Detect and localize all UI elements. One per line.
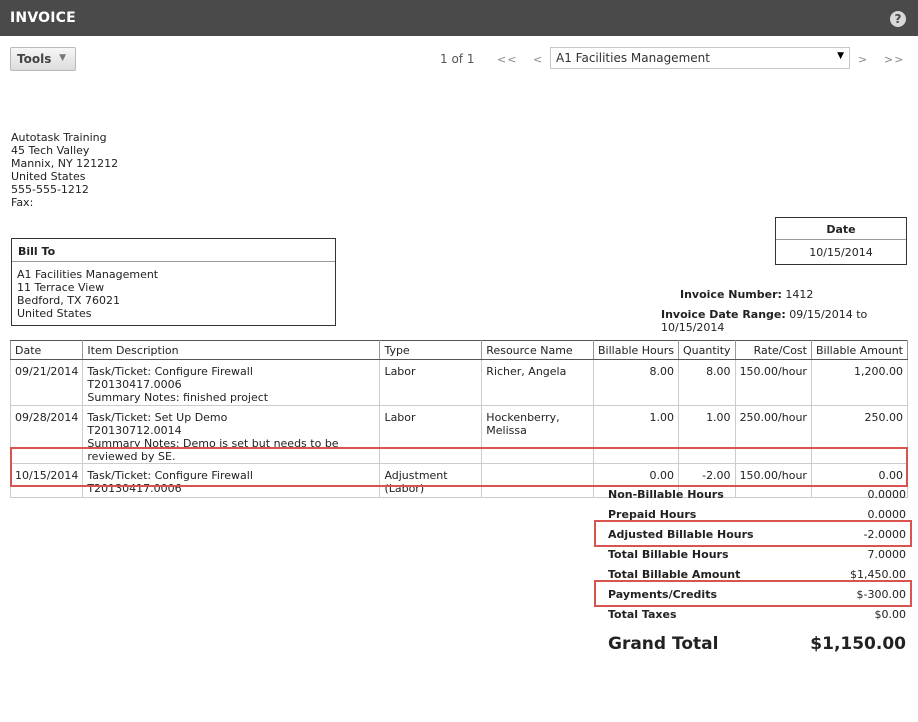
invoice-range-value: 09/15/2014 to 10/15/2014 — [661, 308, 868, 334]
bill-to-city: Bedford, TX 76021 — [17, 294, 120, 307]
prepaid-hours-label: Prepaid Hours — [608, 508, 697, 521]
invoice-date-box — [775, 217, 907, 265]
col-type: Type — [380, 341, 482, 360]
bill-to-label: Bill To — [12, 239, 335, 262]
row-date: 10/15/2014 — [11, 464, 83, 498]
bill-to-country: United States — [17, 307, 92, 320]
company-phone: 555-555-1212 — [11, 183, 89, 196]
caret-down-icon: ▼ — [59, 53, 66, 63]
row-quantity: 1.00 — [679, 406, 736, 464]
company-country: United States — [11, 170, 86, 183]
col-billable-amount: Billable Amount — [811, 341, 907, 360]
row-quantity: -2.00 — [679, 464, 736, 498]
page-indicator: 1 of 1 — [440, 52, 475, 66]
non-billable-hours-value: 0.0000 — [867, 488, 906, 501]
total-taxes-value: $0.00 — [874, 608, 906, 621]
invoice-range-label: Invoice Date Range: — [661, 308, 786, 321]
row-hours: 8.00 — [594, 360, 679, 406]
row-ticket-number: T20130712.0014 — [87, 424, 182, 437]
company-fax: Fax: — [11, 196, 34, 209]
col-date: Date — [11, 341, 83, 360]
row-amount: 1,200.00 — [811, 360, 907, 406]
row-resource: Hockenberry, Melissa — [482, 406, 594, 464]
row-task: Task/Ticket: Configure Firewall — [87, 469, 253, 482]
table-header-row — [11, 341, 908, 360]
row-rate: 150.00/hour — [735, 464, 811, 498]
row-ticket-number: T20130417.0006 — [87, 378, 182, 391]
total-billable-amount-label: Total Billable Amount — [608, 568, 741, 581]
company-street: 45 Tech Valley — [11, 144, 90, 157]
adjustment-row-highlight — [10, 447, 908, 487]
total-billable-hours-value: 7.0000 — [867, 548, 906, 561]
row-resource: Richer, Angela — [482, 360, 594, 406]
row-date: 09/21/2014 — [11, 360, 83, 406]
row-amount: 0.00 — [811, 464, 907, 498]
client-select[interactable] — [550, 47, 850, 69]
company-address — [11, 131, 118, 209]
tools-button-label: Tools — [17, 52, 52, 66]
client-select-value: A1 Facilities Management — [556, 51, 710, 65]
row-type: Adjustment (Labor) — [380, 464, 482, 498]
date-value: 10/15/2014 — [809, 246, 873, 259]
bill-to-box — [11, 238, 336, 326]
prepaid-hours-value: 0.0000 — [867, 508, 906, 521]
payments-credits-label: Payments/Credits — [608, 588, 718, 601]
grand-total-label: Grand Total — [608, 634, 719, 654]
row-task: Task/Ticket: Set Up Demo — [87, 411, 228, 424]
tools-button[interactable] — [10, 47, 76, 71]
total-taxes-label: Total Taxes — [608, 608, 677, 621]
row-hours: 0.00 — [594, 464, 679, 498]
row-task: Task/Ticket: Configure Firewall — [87, 365, 253, 378]
row-summary-notes: Summary Notes: Demo is set but needs to be reviewed by SE. — [87, 437, 339, 463]
row-rate: 250.00/hour — [735, 406, 811, 464]
row-rate: 150.00/hour — [735, 360, 811, 406]
bill-to-street: 11 Terrace View — [17, 281, 105, 294]
row-type: Labor — [380, 406, 482, 464]
col-resource-name: Resource Name — [482, 341, 594, 360]
row-summary-notes: Summary Notes: finished project — [87, 391, 269, 404]
company-name: Autotask Training — [11, 131, 107, 144]
col-billable-hours: Billable Hours — [594, 341, 679, 360]
row-amount: 250.00 — [811, 406, 907, 464]
non-billable-hours-label: Non-Billable Hours — [608, 488, 724, 501]
help-icon[interactable]: ? — [890, 11, 906, 27]
row-ticket-number: T20130417.0006 — [87, 482, 182, 495]
row-description — [83, 360, 380, 406]
adjusted-billable-hours-label: Adjusted Billable Hours — [608, 528, 754, 541]
total-billable-amount-value: $1,450.00 — [850, 568, 906, 581]
invoice-date-range — [661, 308, 918, 334]
title-bar — [0, 0, 918, 36]
invoice-number — [680, 288, 813, 301]
table-row — [11, 360, 908, 406]
row-quantity: 8.00 — [679, 360, 736, 406]
last-page-button[interactable]: >> — [884, 53, 905, 66]
page-title: INVOICE — [10, 10, 76, 26]
prev-page-button[interactable]: < — [533, 53, 544, 66]
first-page-button[interactable]: << — [497, 53, 518, 66]
row-date: 09/28/2014 — [11, 406, 83, 464]
company-city: Mannix, NY 121212 — [11, 157, 119, 170]
next-page-button[interactable]: > — [858, 53, 869, 66]
adjusted-billable-hours-value: -2.0000 — [863, 528, 906, 541]
invoice-number-label: Invoice Number: — [680, 288, 782, 301]
date-label: Date — [776, 218, 906, 240]
grand-total-value: $1,150.00 — [810, 634, 906, 654]
col-rate-cost: Rate/Cost — [735, 341, 811, 360]
invoice-number-value: 1412 — [785, 288, 814, 301]
dropdown-arrow-icon: ▼ — [837, 51, 844, 61]
row-type: Labor — [380, 360, 482, 406]
row-hours: 1.00 — [594, 406, 679, 464]
payments-credits-value: $-300.00 — [856, 588, 906, 601]
col-item-description: Item Description — [83, 341, 380, 360]
col-quantity: Quantity — [679, 341, 736, 360]
total-billable-hours-label: Total Billable Hours — [608, 548, 729, 561]
bill-to-name: A1 Facilities Management — [17, 268, 159, 281]
